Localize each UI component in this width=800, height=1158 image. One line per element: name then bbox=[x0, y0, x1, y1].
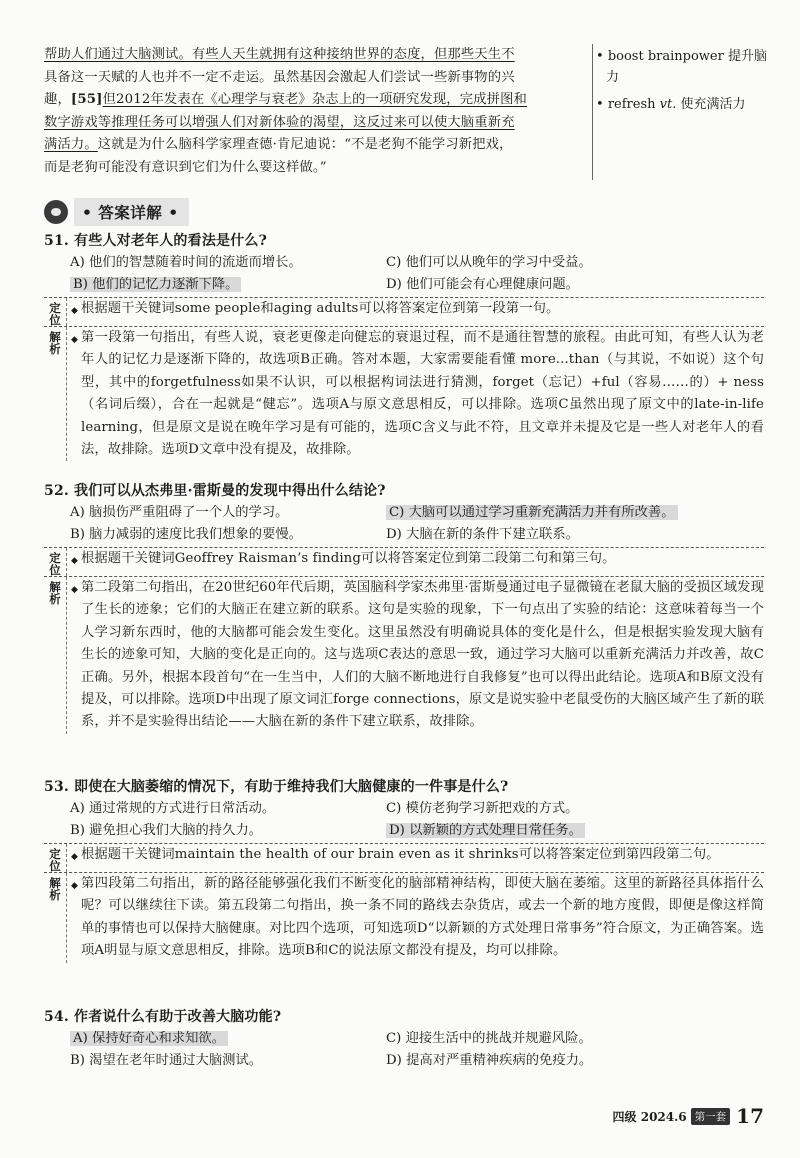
option-b bbox=[70, 274, 386, 296]
locate-tag bbox=[44, 844, 67, 872]
arrow-icon: ◆ bbox=[71, 306, 78, 316]
passage-line bbox=[44, 89, 582, 112]
underlined-text: 帮助人们通过大脑测试。有些人天生就拥有这种接纳世界的态度，但那些天生不 bbox=[44, 47, 515, 62]
tag-char: 析 bbox=[49, 592, 61, 606]
option-c bbox=[386, 502, 766, 524]
option-text: C) 迎接生活中的挑战并规避风险。 bbox=[386, 1031, 592, 1046]
option-text: D) 大脑在新的条件下建立联系。 bbox=[386, 527, 579, 542]
option-d bbox=[386, 274, 766, 296]
arrow-icon: ◆ bbox=[71, 585, 78, 595]
locate-row bbox=[44, 548, 764, 576]
set-badge: 第一套 bbox=[691, 1108, 731, 1125]
question-51 bbox=[44, 230, 764, 461]
vocab-pos: vt. bbox=[659, 97, 677, 112]
tag-char: 位 bbox=[49, 563, 61, 577]
option-text: C) 他们可以从晚年的学习中受益。 bbox=[386, 255, 592, 270]
vocab-note: • refresh vt. 使充满活力 bbox=[596, 97, 746, 112]
vocab-notes bbox=[596, 46, 776, 121]
tag-char: 析 bbox=[49, 342, 61, 356]
question-52 bbox=[44, 480, 764, 734]
correct-option-text: A) 保持好奇心和求知欲。 bbox=[70, 1031, 228, 1046]
underlined-text: 数字游戏等推理任务可以增强人们对新体验的渴望，这反过来可以使大脑重新充 bbox=[44, 114, 515, 130]
annotation bbox=[44, 297, 764, 461]
option-a bbox=[70, 502, 386, 524]
locate-row bbox=[44, 298, 764, 326]
correct-option-text: C) 大脑可以通过学习重新充满活力并有所改善。 bbox=[386, 505, 678, 520]
option-c bbox=[386, 798, 766, 820]
analysis-row bbox=[44, 873, 764, 963]
annotation bbox=[44, 547, 764, 734]
option-text: D) 提高对严重精神疾病的免疫力。 bbox=[386, 1053, 593, 1068]
arrow-icon: ◆ bbox=[71, 335, 78, 345]
option-c bbox=[386, 252, 766, 274]
passage-line: 具备这一天赋的人也并不一定不走运。虽然基因会激起人们尝试一些新事物的兴 bbox=[44, 69, 515, 85]
correct-option-text: D) 以新颖的方式处理日常任务。 bbox=[386, 823, 585, 838]
tag-char: 解 bbox=[49, 876, 61, 890]
tag-char: 定 bbox=[49, 301, 61, 315]
option-text: B) 渴望在老年时通过大脑测试。 bbox=[70, 1053, 263, 1068]
option-a bbox=[70, 1028, 386, 1050]
vocab-term: refresh bbox=[607, 97, 656, 112]
analysis-row bbox=[44, 577, 764, 734]
text: 这就是为什么脑科学家理查德·肯尼迪说：“不是老狗不能学习新把戏， bbox=[97, 137, 513, 153]
options bbox=[70, 252, 764, 296]
correct-option-text: B) 他们的记忆力逐渐下降。 bbox=[70, 277, 241, 292]
section-header bbox=[44, 198, 189, 226]
text: 趣， bbox=[44, 92, 71, 108]
passage-line bbox=[44, 44, 582, 67]
option-d bbox=[386, 524, 766, 546]
locate-text: 根据题干关键词Geoffrey Raisman’s finding可以将答案定位到第二段第二句和第三句。 bbox=[81, 551, 616, 566]
passage-line bbox=[44, 112, 582, 135]
option-text: C) 模仿老狗学习新把戏的方式。 bbox=[386, 801, 579, 816]
options bbox=[70, 798, 764, 842]
analysis-tag bbox=[44, 577, 67, 734]
analysis-text: 第一段第一句指出，有些人说，衰老更像走向健忘的衰退过程，而不是通往智慧的旅程。由此可知，有些人认为老年人的记忆力是逐渐下降的，故选项B正确。答对本题，大家需要能看懂 more...than（与其说，不如说）这个句型，其中的forgetfulness如果不认识，可以根据构词法进行猜测，forget（忘记）+ful（容易……的）+ ness（名词后缀），合在一起就是“健忘”。选项A与原文意思相反，可以排除。选项C虽然出现了原文中的late-in-life learning，但是原文是说在晚年学习是有可能的，选项C含义与此不符，且文章并未提及它是一些人对老年人的看法，故排除。选项D文章中没有提及，故排除。 bbox=[81, 330, 764, 458]
option-b bbox=[70, 1050, 386, 1072]
analysis-text: 第二段第二句指出，在20世纪60年代后期，英国脑科学家杰弗里·雷斯曼通过电子显微镜在老鼠大脑的受损区域发现了生长的迹象；它们的大脑正在建立新的联系。这句是实验的现象，下一句点出了实验的结论：这意味着每当一个人学习新东西时，他的大脑都可能会发生变化。这里虽然没有明确说具体的变化是什么，但是根据实验发现大脑有生长的迹象可知，大脑的变化是正向的。这与选项C表达的意思一致，通过学习大脑可以重新充满活力并改善，故C正确。另外，根据本段首句“在一生当中，人们的大脑不断地进行自我修复”也可以得出此结论。选项A和B原文没有提及，可以排除。选项D中出现了原文词汇forge connections，原文是说实验中老鼠受伤的大脑区域产生了新的联系，并不是实验得出结论——大脑在新的条件下建立联系，故排除。 bbox=[81, 580, 764, 730]
option-text: A) 他们的智慧随着时间的流逝而增长。 bbox=[70, 255, 302, 270]
vocab-meaning: 提升脑力 bbox=[606, 49, 767, 85]
exam-label: 四级 2024.6 bbox=[612, 1109, 687, 1124]
passage-line bbox=[44, 134, 582, 157]
vocab-term: boost brainpower bbox=[607, 49, 724, 64]
underlined-text: 但2012年发表在《心理学与衰老》杂志上的一项研究发现，完成拼图和 bbox=[102, 92, 527, 108]
question-title: 51. 有些人对老年人的看法是什么? bbox=[44, 233, 268, 249]
tag-char: 定 bbox=[49, 847, 61, 861]
option-d bbox=[386, 820, 766, 842]
arrow-icon: ◆ bbox=[71, 881, 78, 891]
option-text: B) 避免担心我们大脑的持久力。 bbox=[70, 823, 263, 838]
arrow-icon: ◆ bbox=[71, 852, 78, 862]
vocab-note: • boost brainpower 提升脑力 bbox=[596, 49, 767, 85]
options bbox=[70, 1028, 764, 1072]
locate-text: 根据题干关键词maintain the health of our brain even as it shrinks可以将答案定位到第四段第二句。 bbox=[81, 847, 720, 862]
tag-char: 解 bbox=[49, 330, 61, 344]
option-b bbox=[70, 524, 386, 546]
analysis-tag bbox=[44, 327, 67, 461]
option-text: D) 他们可能会有心理健康问题。 bbox=[386, 277, 579, 292]
tag-char: 位 bbox=[49, 859, 61, 873]
underlined-text: 满活力。 bbox=[44, 137, 98, 153]
question-title: 52. 我们可以从杰弗里·雷斯曼的发现中得出什么结论? bbox=[44, 483, 386, 499]
tag-char: 析 bbox=[49, 888, 61, 902]
options bbox=[70, 502, 764, 546]
tag-char: 定 bbox=[49, 551, 61, 565]
option-b bbox=[70, 820, 386, 842]
locate-row bbox=[44, 844, 764, 872]
question-marker: [55] bbox=[70, 92, 103, 108]
section-title: • 答案详解 • bbox=[74, 198, 189, 226]
option-text: A) 通过常规的方式进行日常活动。 bbox=[70, 801, 276, 816]
question-title: 53. 即使在大脑萎缩的情况下，有助于维持我们大脑健康的一件事是什么? bbox=[44, 779, 509, 795]
option-a bbox=[70, 798, 386, 820]
locate-tag bbox=[44, 548, 67, 576]
page-number: 17 bbox=[736, 1104, 764, 1128]
annotation bbox=[44, 843, 764, 963]
tag-char: 位 bbox=[49, 313, 61, 327]
page-footer bbox=[613, 1104, 764, 1128]
question-53 bbox=[44, 776, 764, 963]
option-d bbox=[386, 1050, 766, 1072]
option-a bbox=[70, 252, 386, 274]
locate-text: 根据题干关键词some people和aging adults可以将答案定位到第一段第一句。 bbox=[81, 301, 560, 316]
option-text: B) 脑力减弱的速度比我们想象的要慢。 bbox=[70, 527, 302, 542]
vocab-meaning: 使充满活力 bbox=[680, 97, 746, 112]
passage-excerpt bbox=[44, 44, 593, 180]
analysis-text: 第四段第二句指出，新的路径能够强化我们不断变化的脑部精神结构，即使大脑在萎缩。这里的新路径具体指什么呢？可以继续往下读。第五段第二句指出，换一条不同的路线去杂货店，或去一个新的地方度假，即便是像这样简单的事情也可以保持大脑健康。对比四个选项，可知选项D“以新颖的方式处理日常事务”符合原文，为正确答案。选项A明显与原文意思相反，排除。选项B和C的说法原文都没有提及，均可以排除。 bbox=[81, 876, 764, 959]
arrow-icon: ◆ bbox=[71, 556, 78, 566]
option-text: A) 脑损伤严重阻碍了一个人的学习。 bbox=[70, 505, 289, 520]
magnifier-icon bbox=[44, 200, 68, 224]
tag-char: 解 bbox=[49, 580, 61, 594]
analysis-tag bbox=[44, 873, 67, 963]
question-title: 54. 作者说什么有助于改善大脑功能? bbox=[44, 1009, 282, 1025]
option-c bbox=[386, 1028, 766, 1050]
question-54 bbox=[44, 1006, 764, 1072]
passage-line: 而是老狗可能没有意识到它们为什么要这样做。” bbox=[44, 159, 327, 175]
locate-tag bbox=[44, 298, 67, 326]
analysis-row bbox=[44, 327, 764, 461]
